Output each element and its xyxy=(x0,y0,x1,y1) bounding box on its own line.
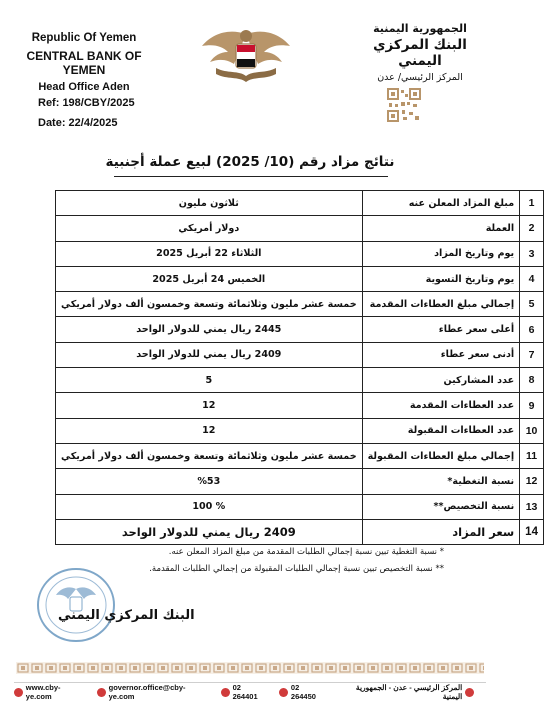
row-label: عدد المشاركين xyxy=(362,368,520,393)
row-label: إجمالي مبلغ العطاءات المقدمة xyxy=(362,292,520,317)
row-number: 5 xyxy=(520,292,544,317)
row-number: 7 xyxy=(520,342,544,367)
header-arabic xyxy=(360,22,480,83)
table-row xyxy=(56,519,544,544)
document-date: Date: 22/4/2025 xyxy=(38,117,118,129)
row-number: 3 xyxy=(520,241,544,266)
republic-label-arabic: الجمهورية اليمنية xyxy=(373,22,467,35)
coverage-ratio-note: * نسبة التغطية تبين نسبة إجمالي الطلبات المقدمة من مبلغ المزاد المعلن عنه. xyxy=(168,547,444,557)
row-number: 10 xyxy=(520,418,544,443)
title-underline xyxy=(114,176,388,177)
row-label: نسبة التغطية* xyxy=(362,469,520,494)
decorative-band xyxy=(16,662,484,674)
table-row xyxy=(56,292,544,317)
footer xyxy=(14,682,486,701)
row-number: 1 xyxy=(520,191,544,216)
table-row xyxy=(56,443,544,468)
row-label: إجمالي مبلغ العطاءات المقبولة xyxy=(362,443,520,468)
reference-number: Ref: 198/CBY/2025 xyxy=(38,97,135,109)
yemen-eagle-emblem-icon xyxy=(198,24,294,88)
table-row xyxy=(56,494,544,519)
row-number: 12 xyxy=(520,469,544,494)
row-number: 4 xyxy=(520,266,544,291)
row-value: الخميس 24 أبريل 2025 xyxy=(56,266,363,291)
row-label: نسبة التخصيص** xyxy=(362,494,520,519)
footer-phone-2[interactable] xyxy=(279,683,325,701)
row-value: الثلاثاء 22 أبريل 2025 xyxy=(56,241,363,266)
table-row xyxy=(56,241,544,266)
row-value: 2409 ريال يمني للدولار الواحد xyxy=(56,342,363,367)
head-office-label-arabic: المركز الرئيسي/ عدن xyxy=(377,72,463,83)
footer-phone-1[interactable] xyxy=(221,683,267,701)
table-row xyxy=(56,393,544,418)
row-label: مبلغ المزاد المعلن عنه xyxy=(362,191,520,216)
table-row xyxy=(56,191,544,216)
qr-code-icon xyxy=(387,88,421,122)
row-number: 2 xyxy=(520,216,544,241)
fax-icon xyxy=(279,688,288,697)
row-value: دولار أمريكي xyxy=(56,216,363,241)
phone-1-text: 02 264401 xyxy=(232,683,258,701)
bank-name-arabic: البنك المركزي اليمني xyxy=(373,37,467,69)
table-row xyxy=(56,216,544,241)
auction-results-title: نتائج مزاد رقم (10/ 2025) لبيع عملة أجنبية xyxy=(105,154,395,170)
row-label: عدد العطاءات المقبولة xyxy=(362,418,520,443)
row-label: يوم وتاريخ التسوية xyxy=(362,266,520,291)
row-label: عدد العطاءات المقدمة xyxy=(362,393,520,418)
row-label: يوم وتاريخ المزاد xyxy=(362,241,520,266)
mail-icon xyxy=(97,688,106,697)
row-value: 5 xyxy=(56,368,363,393)
row-number: 6 xyxy=(520,317,544,342)
row-value: % 100 xyxy=(56,494,363,519)
row-number: 11 xyxy=(520,443,544,468)
table-row xyxy=(56,469,544,494)
row-value: 2409 ريال يمني للدولار الواحد xyxy=(56,519,363,544)
email-text: governor.office@cby-ye.com xyxy=(108,683,186,701)
footer-email[interactable] xyxy=(97,683,209,701)
table-row xyxy=(56,317,544,342)
website-text: www.cby-ye.com xyxy=(25,683,61,701)
table-row xyxy=(56,342,544,367)
row-value: ثلاثون مليون xyxy=(56,191,363,216)
bank-name-english: CENTRAL BANK OF YEMEN xyxy=(26,49,142,77)
globe-icon xyxy=(14,688,23,697)
republic-label: Republic Of Yemen xyxy=(31,32,137,44)
row-label: سعر المزاد xyxy=(362,519,520,544)
header-english xyxy=(14,32,154,93)
allocation-ratio-note: ** نسبة التخصيص تبين نسبة إجمالي الطلبات المقبولة من إجمالي الطلبات المقدمة. xyxy=(149,564,444,574)
address-text: المركز الرئيسي - عدن - الجمهورية اليمنية xyxy=(355,683,463,701)
row-number: 8 xyxy=(520,368,544,393)
row-value: 12 xyxy=(56,393,363,418)
row-label: أدنى سعر عطاء xyxy=(362,342,520,367)
table-row xyxy=(56,418,544,443)
phone-2-text: 02 264450 xyxy=(290,683,316,701)
phone-icon xyxy=(221,688,230,697)
row-value: خمسة عشر مليون وثلاثمائة وتسعة وخمسون ألف دولار أمريكي xyxy=(56,292,363,317)
row-number: 9 xyxy=(520,393,544,418)
head-office-label: Head Office Aden xyxy=(38,81,130,93)
row-value: %53 xyxy=(56,469,363,494)
table-row xyxy=(56,368,544,393)
footer-website[interactable] xyxy=(14,683,85,701)
table-row xyxy=(56,266,544,291)
location-icon xyxy=(465,688,474,697)
row-label: العملة xyxy=(362,216,520,241)
row-number: 14 xyxy=(520,519,544,544)
row-value: 12 xyxy=(56,418,363,443)
row-number: 13 xyxy=(520,494,544,519)
row-value: خمسة عشر مليون وثلاثمائة وتسعة وخمسون ألف دولار أمريكي xyxy=(56,443,363,468)
footer-address xyxy=(337,683,474,701)
row-label: أعلى سعر عطاء xyxy=(362,317,520,342)
bank-signature: البنك المركزي اليمني xyxy=(58,608,195,623)
row-value: 2445 ريال يمني للدولار الواحد xyxy=(56,317,363,342)
auction-results-table xyxy=(55,190,544,545)
